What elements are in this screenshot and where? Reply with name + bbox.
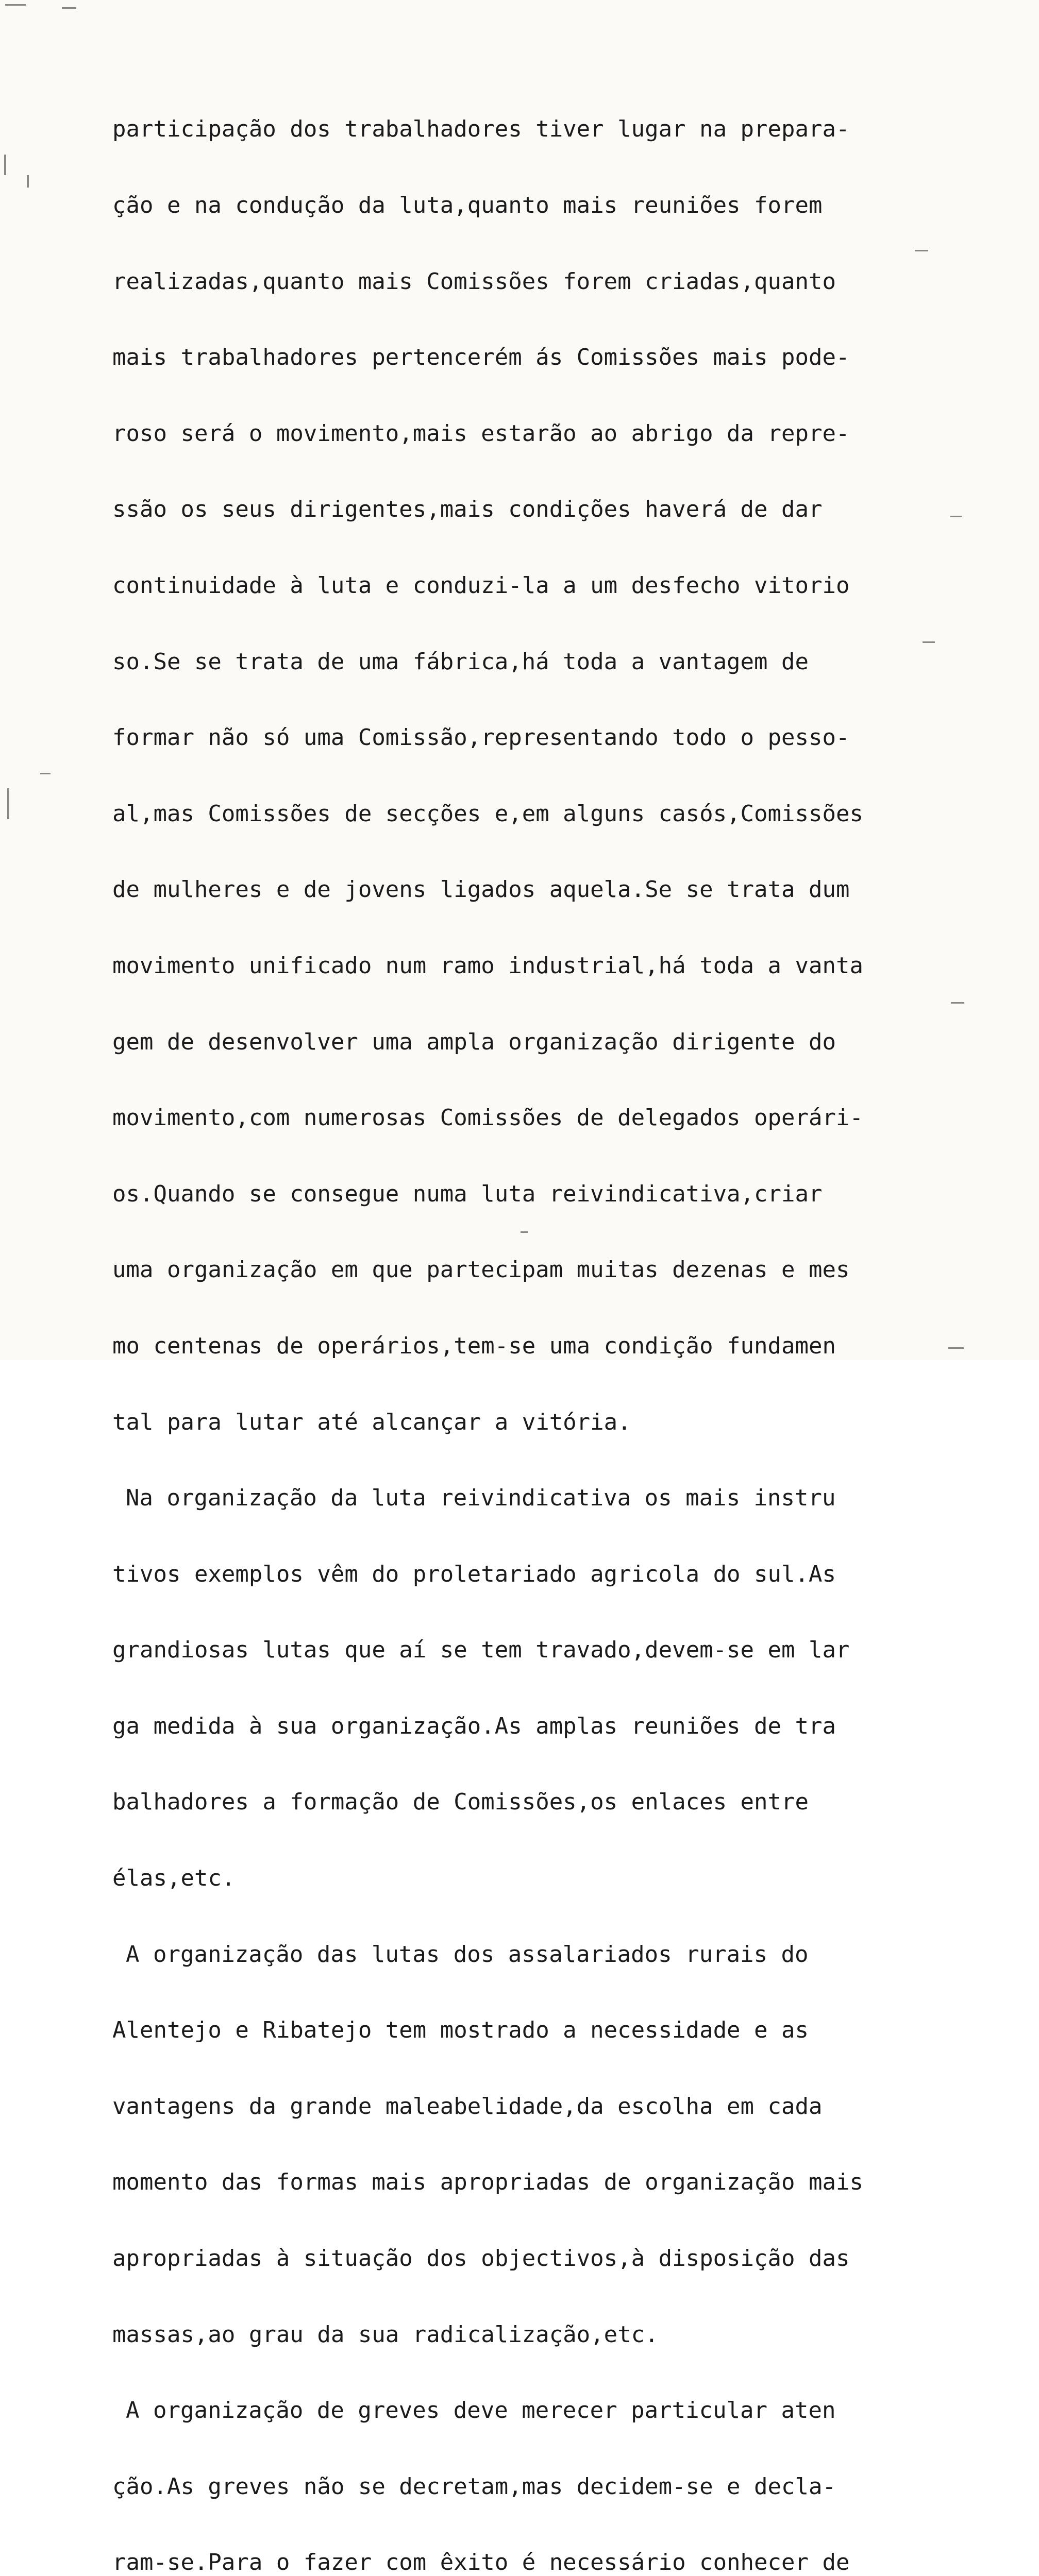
paragraph-start-line: A organização das lutas dos assalariados rurais do [126, 1941, 809, 1968]
text-line: mo centenas de operários,tem-se uma condição fundamen [112, 1332, 836, 1359]
scan-speck [62, 7, 76, 9]
text-line: continuidade à luta e conduzi-la a um desfecho vitorio [112, 572, 850, 599]
text-line: apropriadas à situação dos objectivos,à disposição das [112, 2245, 850, 2272]
text-line: tal para lutar até alcançar a vitória. [112, 1409, 631, 1435]
scan-speck [4, 155, 6, 175]
text-line: balhadores a formação de Comissões,os enlaces entre [112, 1789, 809, 1816]
text-line: uma organização em que partecipam muitas dezenas e mes [112, 1257, 850, 1283]
text-line: al,mas Comissões de secções e,em alguns casós,Comissões [112, 800, 863, 827]
scan-speck [5, 4, 26, 6]
paragraph-start-line: Na organização da luta reivindicativa os mais instru [126, 1485, 836, 1512]
document-body [112, 66, 978, 2576]
text-line: participação dos trabalhadores tiver lugar na prepara- [112, 116, 850, 143]
text-line: os.Quando se consegue numa luta reivindicativa,criar [112, 1180, 823, 1207]
text-line: formar não só uma Comissão,representando todo o pesso- [112, 724, 850, 751]
text-line: Alentejo e Ribatejo tem mostrado a necessidade e as [112, 2017, 809, 2044]
text-line: tivos exemplos vêm do proletariado agricola do sul.As [112, 1561, 836, 1587]
text-line: de mulheres e de jovens ligados aquela.Se se trata dum [112, 876, 850, 903]
text-line: élas,etc. [112, 1865, 236, 1892]
paragraph-start-line: A organização de greves deve merecer particular aten [126, 2397, 836, 2424]
text-line: ção.As greves não se decretam,mas decidem-se e decla- [112, 2473, 836, 2500]
text-line: so.Se se trata de uma fábrica,há toda a vantagem de [112, 648, 809, 675]
text-line: ssão os seus dirigentes,mais condições haverá de dar [112, 496, 823, 523]
text-line: ga medida à sua organização.As amplas reuniões de tra [112, 1713, 836, 1739]
text-line: mais trabalhadores pertencerém ás Comissões mais pode- [112, 344, 850, 371]
text-line: roso será o movimento,mais estarão ao abrigo da repre- [112, 420, 850, 447]
scan-speck [7, 788, 9, 819]
text-line: movimento,com numerosas Comissões de delegados operári- [112, 1105, 863, 1131]
scan-speck [27, 175, 29, 188]
text-line: gem de desenvolver uma ampla organização dirigente do [112, 1028, 836, 1055]
text-line: grandiosas lutas que aí se tem travado,devem-se em lar [112, 1637, 850, 1664]
text-line: massas,ao grau da sua radicalização,etc. [112, 2321, 659, 2348]
text-line: ram-se.Para o fazer com êxito é necessário conhecer de [112, 2549, 850, 2576]
text-line: ção e na condução da luta,quanto mais reuniões forem [112, 192, 823, 218]
text-line: realizadas,quanto mais Comissões forem criadas,quanto [112, 268, 836, 295]
text-line: momento das formas mais apropriadas de organização mais [112, 2169, 863, 2196]
scan-speck [40, 773, 51, 774]
text-line: movimento unificado num ramo industrial,há toda a vanta [112, 952, 863, 979]
text-line: vantagens da grande maleabelidade,da escolha em cada [112, 2093, 823, 2120]
